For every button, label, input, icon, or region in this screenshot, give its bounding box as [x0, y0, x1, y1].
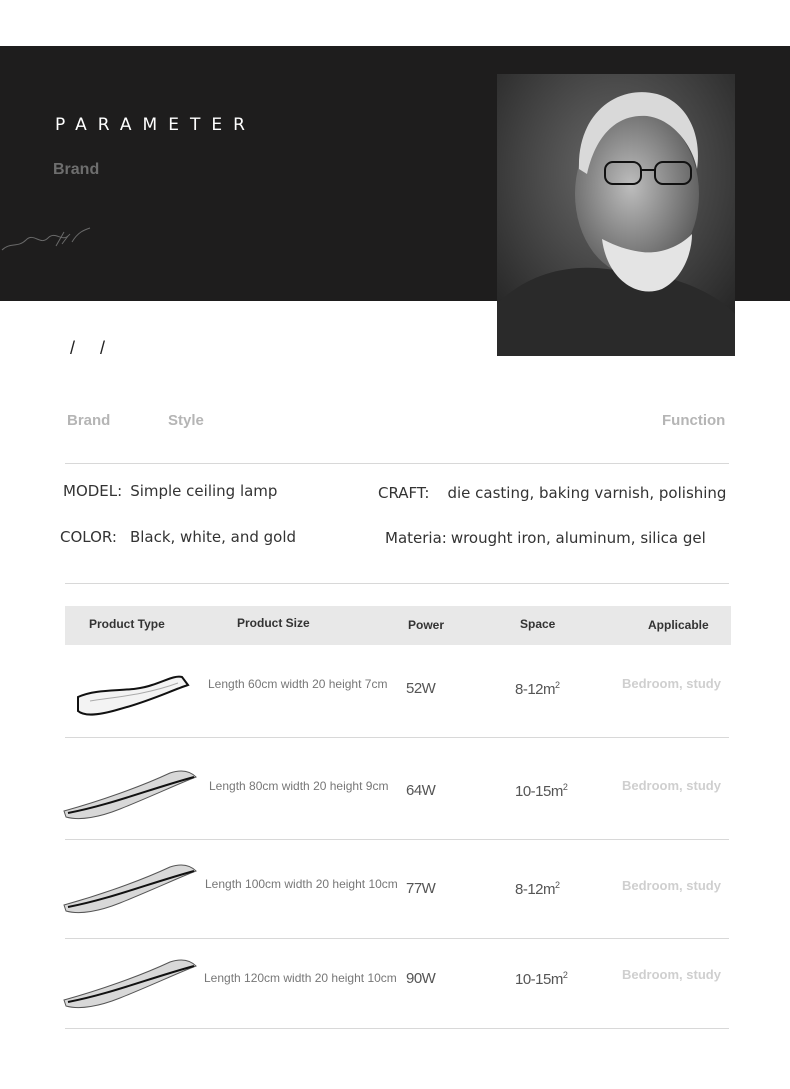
- product-space: [515, 970, 567, 988]
- color-value: Black, white, and gold: [129, 528, 297, 546]
- header-product-type: Product Type: [89, 617, 165, 631]
- product-size: Length 60cm width 20 height 7cm: [208, 677, 388, 691]
- product-applicable: Bedroom, study: [622, 778, 721, 793]
- product-power: 77W: [406, 880, 436, 897]
- product-power: 52W: [406, 680, 436, 697]
- function-column-label: Function: [662, 412, 726, 429]
- model-spec: [63, 482, 277, 500]
- product-power: 90W: [406, 970, 436, 987]
- model-label: MODEL:: [63, 482, 123, 500]
- signature-logo: [0, 220, 100, 260]
- product-power: 64W: [406, 782, 436, 799]
- product-size: Length 80cm width 20 height 9cm: [209, 779, 389, 793]
- craft-value: die casting, baking varnish, polishing: [447, 484, 727, 502]
- row-divider: [65, 1028, 729, 1029]
- material-value: wrought iron, aluminum, silica gel: [450, 529, 706, 547]
- divider-line: [65, 463, 729, 464]
- color-spec: [60, 528, 296, 546]
- space-unit: 2: [562, 782, 568, 792]
- space-value: 10-15m: [515, 971, 563, 988]
- product-size: Length 100cm width 20 height 10cm: [205, 877, 398, 891]
- model-value: Simple ceiling lamp: [130, 482, 278, 500]
- product-applicable: Bedroom, study: [622, 967, 721, 982]
- craft-spec: [378, 484, 726, 502]
- lamp-120cm-image: [60, 956, 200, 1016]
- header-applicable: Applicable: [648, 618, 709, 632]
- table-row: [0, 645, 790, 745]
- product-space: [515, 680, 560, 698]
- material-label: Materia:: [385, 529, 447, 547]
- table-row: [0, 938, 790, 1038]
- space-unit: 2: [562, 970, 568, 980]
- product-size: Length 120cm width 20 height 10cm: [204, 971, 397, 985]
- table-row: [0, 737, 790, 837]
- material-spec: [385, 529, 706, 547]
- lamp-60cm-image: [60, 665, 200, 725]
- banner-brand-label: Brand: [53, 161, 100, 178]
- product-space: [515, 880, 560, 898]
- product-space: [515, 782, 567, 800]
- divider-slashes: / /: [70, 338, 116, 358]
- page-title: PARAMETER: [55, 115, 256, 135]
- designer-portrait-photo: [497, 74, 735, 356]
- brand-column-label: Brand: [67, 412, 111, 429]
- space-unit: 2: [555, 680, 560, 690]
- color-label: COLOR:: [60, 528, 117, 546]
- divider-line: [65, 583, 729, 584]
- lamp-80cm-image: [60, 767, 200, 827]
- header-power: Power: [408, 618, 445, 632]
- header-space: Space: [520, 617, 556, 631]
- lamp-100cm-image: [60, 861, 200, 921]
- craft-label: CRAFT:: [378, 484, 430, 502]
- space-value: 8-12m: [515, 881, 556, 898]
- product-applicable: Bedroom, study: [622, 676, 721, 691]
- style-column-label: Style: [168, 412, 204, 429]
- space-value: 10-15m: [515, 783, 563, 800]
- space-unit: 2: [555, 880, 560, 890]
- space-value: 8-12m: [515, 681, 556, 698]
- product-applicable: Bedroom, study: [622, 878, 721, 893]
- header-product-size: Product Size: [237, 616, 310, 630]
- table-row: [0, 839, 790, 939]
